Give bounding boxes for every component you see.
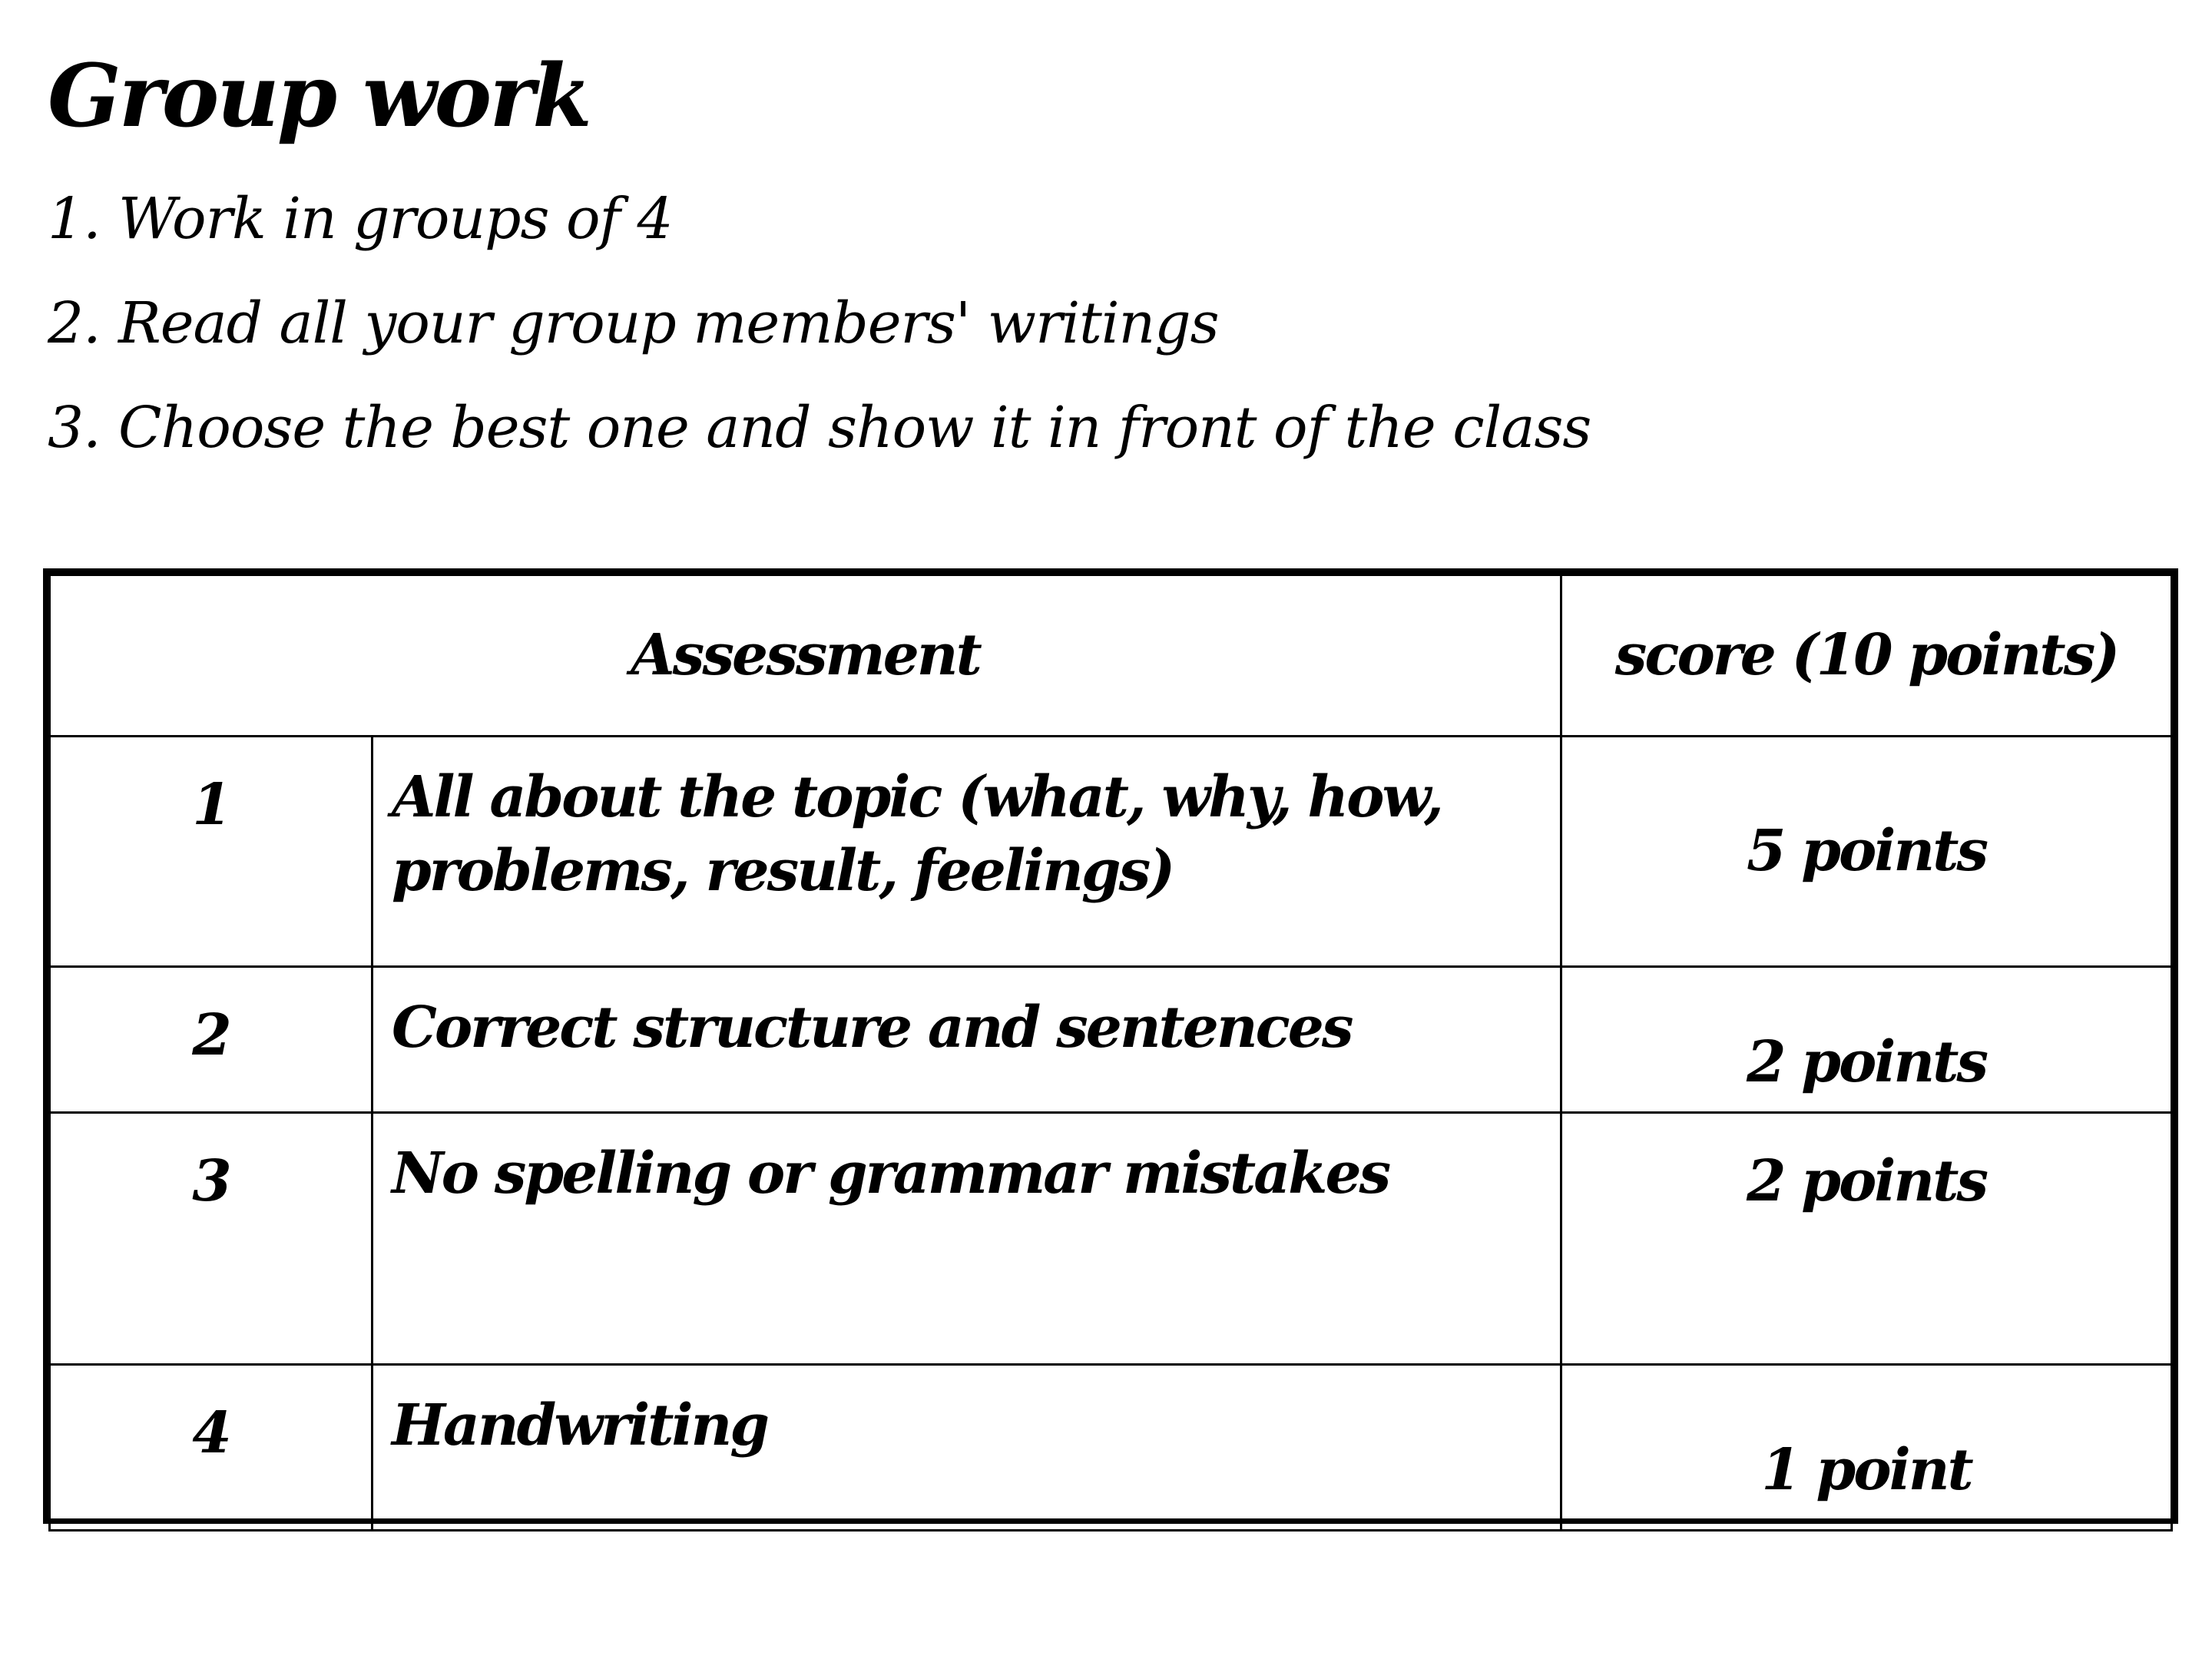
table-row [50,737,2172,967]
criterion-text: No spelling or grammar mistakes [373,1113,1561,1365]
page-title: Group work [48,46,590,147]
score-value: 2 points [1561,967,2172,1113]
assessment-table-frame [43,568,2178,1524]
instruction-list [48,186,1591,504]
score-value: 1 point [1561,1365,2172,1531]
instruction-item [48,290,1591,399]
table-header-row [50,575,2172,737]
table-row [50,1113,2172,1365]
criterion-text: Correct structure and sentences [373,967,1561,1113]
row-number: 2 [50,967,373,1113]
criterion-text: Handwriting [373,1365,1561,1531]
row-number: 1 [50,737,373,967]
row-number: 3 [50,1113,373,1365]
instruction-item [48,186,1591,295]
instruction-item [48,395,1591,504]
instruction-number: 1. [48,186,101,252]
score-value: 5 points [1561,737,2172,967]
instruction-number: 3. [48,395,101,461]
instruction-text: Choose the best one and show it in front of the class [118,395,1591,461]
criterion-text: All about the topic (what, why, how, problems, result, feelings) [373,737,1561,967]
assessment-table [48,574,2173,1532]
instruction-text: Work in groups of 4 [118,186,673,252]
row-number: 4 [50,1365,373,1531]
instruction-number: 2. [48,290,101,356]
table-row [50,967,2172,1113]
instruction-text: Read all your group members' writings [118,290,1219,356]
assessment-header: Assessment [50,575,1561,737]
table-row [50,1365,2172,1531]
score-value: 2 points [1561,1113,2172,1365]
score-header: score (10 points) [1561,575,2172,737]
